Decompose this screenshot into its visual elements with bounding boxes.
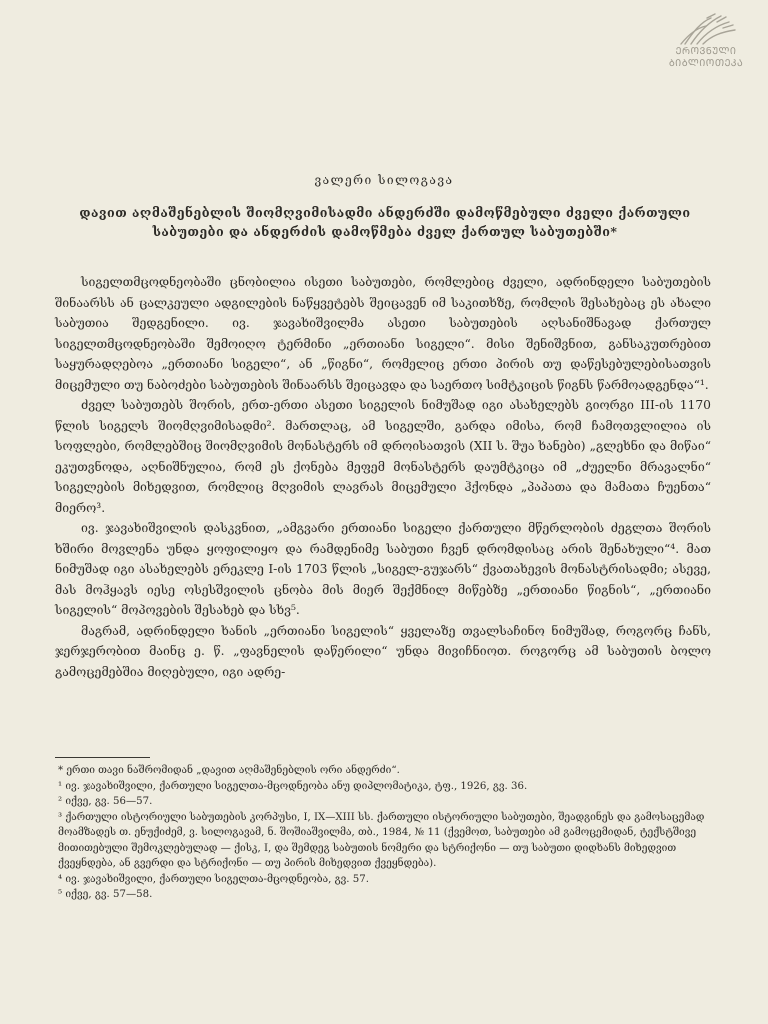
article-body	[55, 272, 711, 682]
paragraph: მაგრამ, ადრინდელი ხანის „ერთიანი სიგელის“ ყველაზე თვალსაჩინო ნიმუშად, როგორც ჩანს, ჯერჯერობით მაინც ე. წ. „ფავნელის დაწერილი“ უნდა მივიჩნიოთ. როგორც ამ საბუთის ბოლო გამოცემებშია მიღებული, იგი ადრე-	[55, 623, 711, 679]
paragraph: ძველ საბუთებს შორის, ერთ-ერთი ასეთი სიგელის ნიმუშად იგი ასახელებს გიორგი III-ის 1170 წლის სიგელს შიომღვიმისადმი². მართლაც, ამ სიგელში, გარდა იმისა, რომ ჩამოთვლილია ის სოფლები, რომლებშიც შიომღვიმის მონასტერს იმ დროისათვის (XII ს. შუა ხანები) „გლეხნი და მიწაი“ ეკუთვნოდა, აღნიშნულია, რომ ეს ქონება მეფემ მონასტერს დაუმტკიცა იმ „ძუელნი მრავალნი“ სიგელების მიხედვით, რომლიც მღვიმის ლავრას მიცემული ჰქონდა „პაპათა და მამათა ჩუენთა“ მიერო³.	[55, 398, 711, 515]
library-logo	[656, 12, 756, 82]
footnote: ² იქვე, გვ. 56—57.	[58, 796, 153, 807]
footnotes	[58, 763, 713, 903]
footnote: ⁵ იქვე, გვ. 57—58.	[58, 889, 153, 900]
logo-text-line1: ᲔᲠᲝᲕᲜᲣᲚᲘ	[675, 46, 737, 57]
footnote-divider	[55, 757, 150, 758]
logo-text-line2: ᲑᲘᲑᲚᲘᲝᲗᲔᲙᲐ	[668, 58, 744, 69]
wheat-icon	[671, 12, 741, 46]
footnote: * ერთი თავი ნაშრომიდან „დავით აღმაშენებლის ორი ანდერძი“.	[58, 765, 400, 776]
paragraph: სიგელთმცოდნეობაში ცნობილია ისეთი საბუთები, რომლებიც ძველი, ადრინდელი საბუთების შინაარსს ან ცალკეული ადგილების ნაწყვეტებს შეიცავენ იმ საკითხზე, რომლის შესახებაც ეს ახალი საბუთია შედგენილი. ივ. ჯავახიშვილმა ასეთი საბუთების აღსანიშნავად ქართულ სიგელთმცოდნეობაში შემოიღო ტერმინი „ერთიანი სიგელი“. მისი შენიშვნით, განსაკუთრებით საყურადღებოა „ერთიანი სიგელი“, ან „წიგნი“, რომელიც ერთი პირის თუ დაწესებულებისათვის მიცემული თუ ნაბოძები საბუთების შინაარსს შეიცავდა და საერთო სიმტკიცის წიგნს წარმოადგენდა“¹.	[55, 275, 711, 392]
article-title: დავით აღმაშენებლის შიომღვიმისადმი ანდერძში დამოწმებული ძველი ქართული საბუთები და ანდერძის დამოწმება ძველ ქართულ საბუთებში*	[79, 205, 691, 239]
paragraph: ივ. ჯავახიშვილის დასკვნით, „ამგვარი ერთიანი სიგელი ქართული მწერლობის ძეგლთა შორის ხშირი მოვლენა უნდა ყოფილიყო და რამდენიმე საბუთი ჩვენ დრომდისაც არის შენახული“⁴. მათ ნიმუშად იგი ასახელებს ერეკლე I-ის 1703 წლის „სიგელ-გუჯარს“ ქვათახევის მონასტრისადმი; ასევე, მას მოჰყავს იესე ოსესშვილის ცნობა მის მიერ შექმნილ მიწებზე „ერთიანი წიგნის“, „ერთიანი სიგელის“ მოპოვების შესახებ და სხვ⁵.	[55, 521, 711, 617]
author-name: ვალერი სილოგავა	[314, 173, 454, 187]
footnote: ¹ ივ. ჯავახიშვილი, ქართული სიგელთა-მცოდნეობა ანუ დიპლომატიკა, ტფ., 1926, გვ. 36.	[58, 780, 528, 792]
footnote: ³ ქართული ისტორიული საბუთების კორპუსი, I, IX—XIII სს. ქართული ისტორიული საბუთები, შეადგინეს და გამოსაცემად მოამზადეს თ. ენუქიძემ, ვ. სილოგავამ, ნ. შოშიაშვილმა, თბ., 1984, № 11 (ქვემოთ, საბუთები ამ გამოცემიდან, ტექსტშივე მითითებული შემოკლებულად — ქისკ, I, და შემდეგ საბუთის ნომერი და სტრიქონი — თუ საბუთი დიდხანს მიხედვით ქვეყნდება, ან გვერდი და სტრიქონი — თუ პირის მიხედვით ქვეყნდება).	[58, 811, 705, 869]
footnote: ⁴ ივ. ჯავახიშვილი, ქართული სიგელთა-მცოდნეობა, გვ. 57.	[58, 873, 369, 885]
